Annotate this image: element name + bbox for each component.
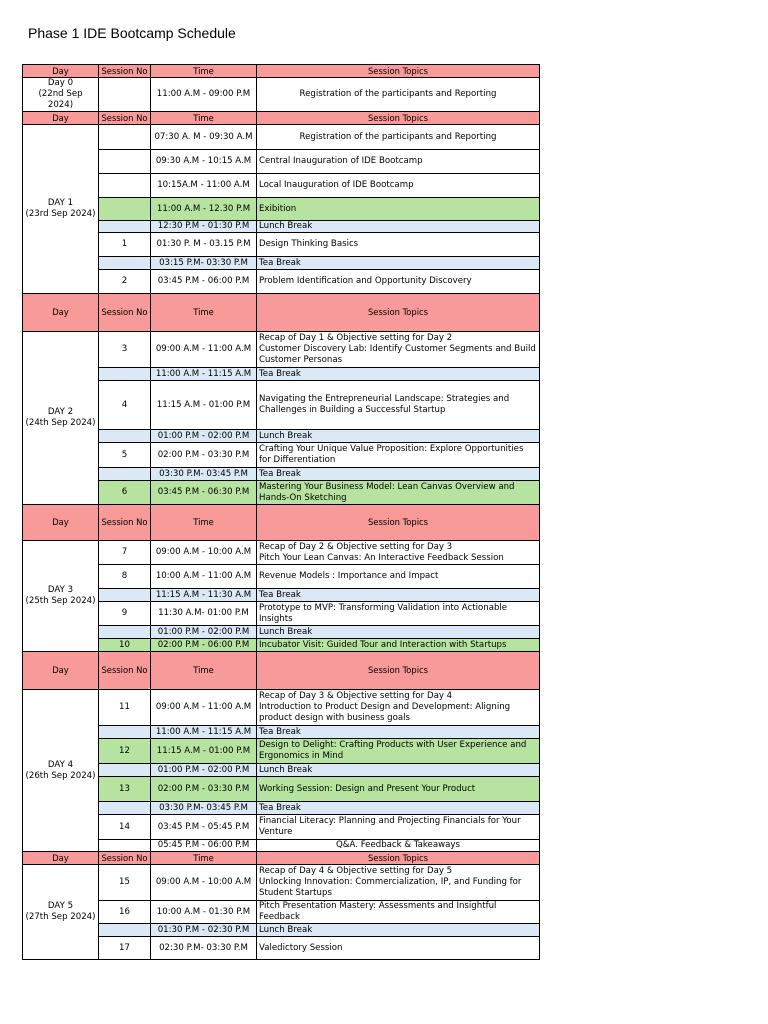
topic-cell (257, 125, 540, 150)
time-cell: 09:00 A.M - 10:00 A.M (151, 541, 257, 565)
header-session-topics: Session Topics (257, 505, 540, 541)
header-session-no: Session No (99, 294, 151, 332)
day-cell (23, 78, 99, 112)
header-row (23, 652, 540, 690)
time-cell: 01:00 P.M - 02:00 P.M (151, 430, 257, 443)
time-cell: 11:30 A.M- 01:00 P.M (151, 602, 257, 626)
page-title: Phase 1 IDE Bootcamp Schedule (28, 25, 236, 41)
session-row (23, 726, 540, 739)
day-label: Day 0 (47, 78, 74, 88)
topic-cell (257, 565, 540, 589)
topic-line: Crafting Your Unique Value Proposition: Explore Opportunities for Differentiation (259, 444, 524, 465)
time-cell: 02:00 P.M - 06:00 P.M (151, 639, 257, 652)
topic-cell (257, 602, 540, 626)
topic-cell (257, 368, 540, 381)
session-no-cell: 8 (99, 565, 151, 589)
time-cell: 11:00 A.M - 09:00 P.M (151, 78, 257, 112)
header-day: Day (23, 652, 99, 690)
session-row (23, 802, 540, 815)
topic-line: Tea Break (259, 726, 301, 737)
day-cell (23, 865, 99, 960)
time-cell: 11:00 A.M - 11:15 A.M (151, 726, 257, 739)
topic-line: Problem Identification and Opportunity Discovery (259, 276, 472, 286)
time-cell: 01:00 P.M - 02:00 P.M (151, 764, 257, 777)
session-no-cell (99, 626, 151, 639)
time-cell: 10:15A.M - 11:00 A.M (151, 174, 257, 198)
session-no-cell: 6 (99, 481, 151, 505)
header-day: Day (23, 65, 99, 78)
topic-line: Lunch Break (259, 924, 313, 935)
time-cell: 03:45 P.M - 06:00 P.M (151, 270, 257, 294)
session-row (23, 901, 540, 924)
topic-cell (257, 430, 540, 443)
topic-cell (257, 443, 540, 468)
topic-cell (257, 815, 540, 840)
topic-line: Tea Break (259, 468, 301, 479)
topic-cell (257, 840, 540, 852)
header-session-topics: Session Topics (257, 852, 540, 865)
topic-cell (257, 726, 540, 739)
topic-cell (257, 589, 540, 602)
header-day: Day (23, 294, 99, 332)
session-row (23, 626, 540, 639)
header-session-topics: Session Topics (257, 294, 540, 332)
day-label: DAY 3 (47, 585, 74, 595)
day-label: DAY 5 (47, 901, 74, 911)
session-row (23, 937, 540, 960)
topic-line: Working Session: Design and Present Your Product (259, 783, 476, 794)
topic-cell (257, 381, 540, 430)
header-row (23, 505, 540, 541)
session-no-cell (99, 174, 151, 198)
session-row (23, 468, 540, 481)
session-row (23, 221, 540, 233)
time-cell: 07:30 A. M - 09:30 A.M (151, 125, 257, 150)
topic-line: Registration of the participants and Reporting (299, 89, 497, 99)
topic-line: Registration of the participants and Reporting (299, 131, 497, 142)
topic-line: Lunch Break (259, 430, 313, 441)
time-cell: 02:00 P.M - 03:30 P.M (151, 443, 257, 468)
time-cell: 02:30 P.M- 03:30 P.M (151, 937, 257, 960)
time-cell: 03:45 P.M - 06:30 P.M (151, 481, 257, 505)
topic-line: Recap of Day 2 & Objective setting for Day 3 (259, 541, 453, 552)
topic-line: Recap of Day 4 & Objective setting for Day 5 (259, 866, 453, 876)
topic-cell (257, 901, 540, 924)
time-cell: 01:00 P.M - 02:00 P.M (151, 626, 257, 639)
topic-line: Design to Delight: Crafting Products with User Experience and Ergonomics in Mind (259, 740, 527, 761)
session-row (23, 257, 540, 270)
header-row (23, 112, 540, 125)
session-row (23, 815, 540, 840)
header-row (23, 294, 540, 332)
session-no-cell (99, 589, 151, 602)
session-row (23, 443, 540, 468)
session-row (23, 270, 540, 294)
topic-cell (257, 764, 540, 777)
session-row (23, 739, 540, 764)
session-row (23, 924, 540, 937)
session-no-cell (99, 430, 151, 443)
session-no-cell (99, 150, 151, 174)
topic-line: Incubator Visit: Guided Tour and Interaction with Startups (259, 639, 507, 650)
time-cell: 03:15 P.M- 03:30 P.M (151, 257, 257, 270)
session-row (23, 639, 540, 652)
session-no-cell: 2 (99, 270, 151, 294)
time-cell: 09:30 A.M - 10:15 A.M (151, 150, 257, 174)
time-cell: 01:30 P.M - 02:30 P.M (151, 924, 257, 937)
session-no-cell: 13 (99, 777, 151, 802)
header-time: Time (151, 852, 257, 865)
topic-cell (257, 174, 540, 198)
topic-cell (257, 802, 540, 815)
day-cell (23, 690, 99, 852)
topic-line: Lunch Break (259, 764, 313, 775)
session-row (23, 332, 540, 368)
session-no-cell: 10 (99, 639, 151, 652)
session-no-cell: 15 (99, 865, 151, 901)
session-no-cell (99, 764, 151, 777)
time-cell: 11:00 A.M - 12.30 P.M (151, 198, 257, 221)
header-day: Day (23, 505, 99, 541)
topic-line: Prototype to MVP: Transforming Validation into Actionable Insights (259, 602, 508, 624)
topic-line: Tea Break (259, 368, 301, 379)
time-cell: 11:00 A.M - 11:15 A.M (151, 368, 257, 381)
topic-cell (257, 865, 540, 901)
session-no-cell: 7 (99, 541, 151, 565)
topic-line: Customer Discovery Lab: Identify Customer Segments and Build Customer Personas (259, 344, 536, 365)
session-row (23, 381, 540, 430)
topic-cell (257, 198, 540, 221)
topic-line: Unlocking Innovation: Commercialization, IP, and Funding for Student Startups (259, 877, 522, 898)
topic-cell (257, 221, 540, 233)
day-date: (26th Sep 2024) (25, 770, 96, 781)
time-cell: 09:00 A.M - 11:00 A.M (151, 690, 257, 726)
session-row (23, 777, 540, 802)
time-cell: 03:45 P.M - 05:45 P.M (151, 815, 257, 840)
header-session-no: Session No (99, 65, 151, 78)
session-no-cell (99, 924, 151, 937)
day-date: (24th Sep 2024) (25, 418, 96, 428)
session-no-cell (99, 257, 151, 270)
session-row (23, 865, 540, 901)
header-session-topics: Session Topics (257, 652, 540, 690)
session-no-cell: 16 (99, 901, 151, 924)
session-no-cell (99, 125, 151, 150)
day-date: (22nd Sep 2024) (38, 89, 83, 110)
topic-line: Recap of Day 3 & Objective setting for Day 4 (259, 691, 453, 701)
time-cell: 11:15 A.M - 11:30 A.M (151, 589, 257, 602)
topic-cell (257, 924, 540, 937)
topic-cell (257, 690, 540, 726)
time-cell: 03:30 P.M- 03:45 P.M (151, 468, 257, 481)
session-no-cell (99, 198, 151, 221)
header-time: Time (151, 505, 257, 541)
schedule-table (22, 64, 540, 960)
header-session-topics: Session Topics (257, 65, 540, 78)
topic-cell (257, 257, 540, 270)
topic-line: Revenue Models : Importance and Impact (259, 571, 439, 581)
time-cell: 10:00 A.M - 11:00 A.M (151, 565, 257, 589)
time-cell: 09:00 A.M - 11:00 A.M (151, 332, 257, 368)
header-time: Time (151, 112, 257, 125)
topic-line: Tea Break (259, 802, 301, 813)
session-no-cell: 1 (99, 233, 151, 257)
topic-cell (257, 468, 540, 481)
header-session-no: Session No (99, 112, 151, 125)
session-row (23, 481, 540, 505)
topic-cell (257, 541, 540, 565)
session-no-cell (99, 802, 151, 815)
session-no-cell (99, 840, 151, 852)
session-row (23, 565, 540, 589)
topic-cell (257, 626, 540, 639)
topic-cell (257, 639, 540, 652)
session-no-cell: 12 (99, 739, 151, 764)
session-no-cell: 9 (99, 602, 151, 626)
day-date: (23rd Sep 2024) (25, 209, 96, 219)
topic-line: Tea Break (259, 589, 301, 600)
header-time: Time (151, 652, 257, 690)
topic-line: Pitch Presentation Mastery: Assessments and Insightful Feedback (259, 901, 497, 922)
topic-cell (257, 481, 540, 505)
session-no-cell (99, 726, 151, 739)
topic-line: Introduction to Product Design and Development: Aligning product design with business goals (259, 702, 511, 723)
topic-cell (257, 332, 540, 368)
time-cell: 11:15 A.M - 01:00 P.M (151, 739, 257, 764)
session-row (23, 589, 540, 602)
topic-line: Local Inauguration of IDE Bootcamp (259, 180, 414, 190)
day-label: DAY 1 (47, 198, 74, 208)
header-time: Time (151, 294, 257, 332)
session-row (23, 541, 540, 565)
session-no-cell: 3 (99, 332, 151, 368)
day-date: (27th Sep 2024) (25, 912, 96, 922)
topic-cell (257, 233, 540, 257)
topic-line: Navigating the Entrepreneurial Landscape: Strategies and Challenges in Building a Successful Startup (259, 394, 510, 415)
header-row (23, 65, 540, 78)
topic-line: Q&A. Feedback & Takeaways (336, 840, 460, 850)
day-cell (23, 541, 99, 652)
session-row (23, 764, 540, 777)
day-date: (25th Sep 2024) (25, 596, 96, 606)
header-day: Day (23, 112, 99, 125)
day-cell (23, 332, 99, 505)
session-no-cell: 11 (99, 690, 151, 726)
topic-line: Lunch Break (259, 626, 313, 637)
session-row (23, 150, 540, 174)
header-session-no: Session No (99, 652, 151, 690)
session-row (23, 78, 540, 112)
topic-line: Central Inauguration of IDE Bootcamp (259, 156, 423, 166)
session-no-cell (99, 78, 151, 112)
time-cell: 01:30 P. M - 03.15 P.M (151, 233, 257, 257)
topic-cell (257, 777, 540, 802)
topic-line: Tea Break (259, 257, 301, 268)
day-label: DAY 4 (47, 759, 74, 770)
topic-line: Valedictory Session (259, 942, 343, 953)
session-no-cell: 17 (99, 937, 151, 960)
time-cell: 11:15 A.M - 01:00 P.M (151, 381, 257, 430)
time-cell: 05:45 P.M - 06:00 P.M (151, 840, 257, 852)
topic-line: Design Thinking Basics (259, 239, 359, 249)
session-no-cell (99, 368, 151, 381)
time-cell: 12:30 P.M - 01:30 P.M (151, 221, 257, 233)
session-no-cell: 4 (99, 381, 151, 430)
time-cell: 03:30 P.M- 03:45 P.M (151, 802, 257, 815)
session-row (23, 198, 540, 221)
session-row (23, 233, 540, 257)
topic-line: Exibition (259, 203, 297, 214)
session-row (23, 174, 540, 198)
session-row (23, 690, 540, 726)
session-no-cell: 14 (99, 815, 151, 840)
time-cell: 10:00 A.M - 01:30 P.M (151, 901, 257, 924)
session-row (23, 840, 540, 852)
header-session-no: Session No (99, 505, 151, 541)
header-row (23, 852, 540, 865)
session-no-cell: 5 (99, 443, 151, 468)
topic-cell (257, 937, 540, 960)
session-row (23, 602, 540, 626)
topic-cell (257, 150, 540, 174)
topic-cell (257, 78, 540, 112)
topic-line: Lunch Break (259, 221, 313, 231)
topic-line: Financial Literacy: Planning and Projecting Financials for Your Venture (259, 816, 521, 837)
header-session-no: Session No (99, 852, 151, 865)
day-label: DAY 2 (47, 407, 74, 417)
header-time: Time (151, 65, 257, 78)
day-cell (23, 125, 99, 294)
session-row (23, 368, 540, 381)
time-cell: 02:00 P.M - 03:30 P.M (151, 777, 257, 802)
session-no-cell (99, 468, 151, 481)
topic-cell (257, 739, 540, 764)
time-cell: 09:00 A.M - 10:00 A.M (151, 865, 257, 901)
session-row (23, 125, 540, 150)
topic-line: Mastering Your Business Model: Lean Canvas Overview and Hands-On Sketching (259, 481, 515, 503)
topic-line: Pitch Your Lean Canvas: An Interactive Feedback Session (259, 552, 504, 563)
session-no-cell (99, 221, 151, 233)
header-session-topics: Session Topics (257, 112, 540, 125)
topic-line: Recap of Day 1 & Objective setting for Day 2 (259, 333, 453, 343)
topic-cell (257, 270, 540, 294)
session-row (23, 430, 540, 443)
header-day: Day (23, 852, 99, 865)
